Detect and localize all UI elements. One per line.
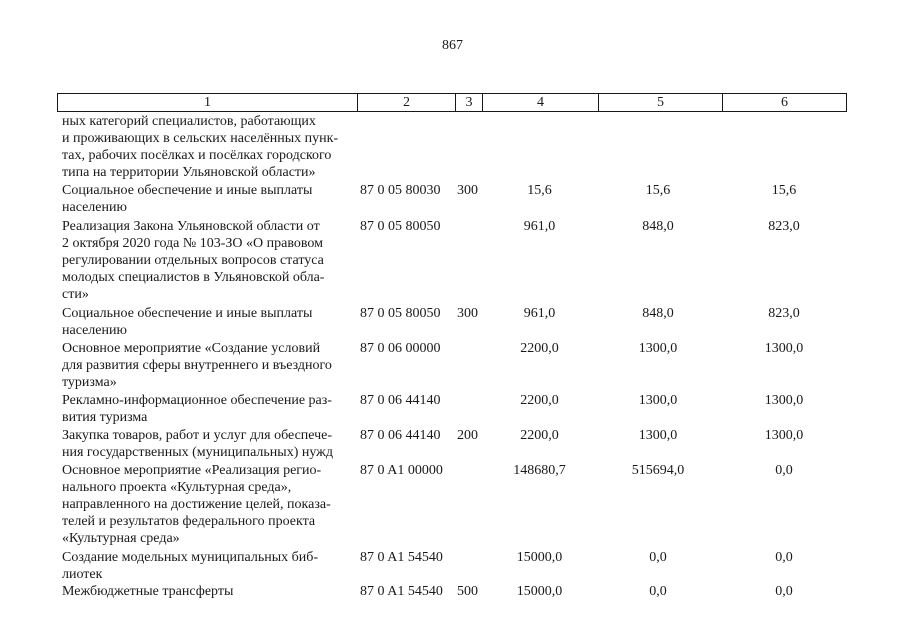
row-expense-type: 200: [457, 428, 478, 443]
header-col-2: 2: [358, 94, 456, 112]
row-name-line: молодых специалистов в Ульяновской обла-: [62, 270, 325, 285]
row-value-2021: 2200,0: [520, 393, 559, 408]
header-col-1: 1: [58, 94, 358, 112]
header-col-3: 3: [456, 94, 483, 112]
row-value-2023: 15,6: [771, 183, 797, 198]
row-value-2023: 823,0: [768, 306, 800, 321]
row-name-line: и проживающих в сельских населённых пунк-: [62, 131, 339, 146]
row-name-line: Социальное обеспечение и иные выплаты: [62, 183, 313, 198]
row-value-2023: 0,0: [775, 463, 793, 478]
row-value-2022: 1300,0: [638, 341, 678, 356]
row-value-2022: 848,0: [642, 219, 674, 234]
row-value-2021: 2200,0: [520, 341, 559, 356]
row-code: 87 0 05 80030: [360, 183, 441, 198]
row-name-line: «Культурная среда»: [62, 531, 180, 546]
row-value-2021: 15000,0: [516, 550, 563, 565]
row-value-2022: 1300,0: [638, 428, 678, 443]
row-name: [62, 462, 351, 547]
row-name-line: тах, рабочих посёлках и посёлках городского: [62, 148, 332, 163]
row-code: 87 0 05 80050: [360, 219, 441, 234]
row-name: [62, 305, 351, 339]
row-name-line: направленного на достижение целей, показа-: [62, 497, 331, 512]
row-expense-type: 300: [457, 306, 478, 321]
row-expense-type: 300: [457, 183, 478, 198]
row-name: [62, 427, 351, 461]
page-number: 867: [442, 38, 463, 53]
row-code: 87 0 06 44140: [360, 428, 441, 443]
row-name-line: населению: [62, 200, 127, 215]
row-value-2023: 1300,0: [764, 393, 804, 408]
row-name-line: Реализация Закона Ульяновской области от: [62, 219, 320, 234]
row-code: 87 0 A1 00000: [360, 463, 443, 478]
row-value-2023: 1300,0: [764, 341, 804, 356]
row-value-2023: 823,0: [768, 219, 800, 234]
row-name-line: нального проекта «Культурная среда»,: [62, 480, 292, 495]
row-name-line: Рекламно-информационное обеспечение раз-: [62, 393, 332, 408]
row-code: 87 0 A1 54540: [360, 550, 443, 565]
row-value-2021: 15,6: [527, 183, 552, 198]
row-name: [62, 583, 351, 600]
row-name-line: регулировании отдельных вопросов статуса: [62, 253, 324, 268]
row-name-line: Основное мероприятие «Создание условий: [62, 341, 321, 356]
row-value-2022: 15,6: [645, 183, 671, 198]
row-value-2021: 961,0: [523, 306, 556, 321]
row-expense-type: 500: [457, 584, 478, 599]
row-name: [62, 218, 351, 303]
row-name: [62, 549, 351, 583]
row-name-line: типа на территории Ульяновской области»: [62, 165, 316, 180]
row-name-line: для развития сферы внутреннего и въездного: [62, 358, 332, 373]
row-name-line: лиотек: [62, 567, 103, 582]
header-col-4: 4: [483, 94, 599, 112]
row-name-line: ния государственных (муниципальных) нужд: [62, 445, 333, 460]
row-value-2023: 1300,0: [764, 428, 804, 443]
row-name-line: ных категорий специалистов, работающих: [62, 114, 316, 129]
row-value-2021: 148680,7: [513, 463, 566, 478]
row-code: 87 0 06 00000: [360, 341, 441, 356]
row-name-line: телей и результатов федерального проекта: [62, 514, 316, 529]
row-value-2021: 2200,0: [520, 428, 559, 443]
header-col-5: 5: [599, 94, 723, 112]
row-name: [62, 182, 351, 216]
row-name-line: Основное мероприятие «Реализация регио-: [62, 463, 322, 478]
header-col-6: 6: [723, 94, 847, 112]
row-name-line: туризма»: [62, 375, 117, 390]
row-code: 87 0 06 44140: [360, 393, 441, 408]
row-name: [62, 392, 351, 426]
row-value-2021: 961,0: [523, 219, 556, 234]
row-code: 87 0 A1 54540: [360, 584, 443, 599]
row-name-line: Создание модельных муниципальных биб-: [62, 550, 319, 565]
row-value-2022: 0,0: [649, 584, 667, 599]
row-value-2022: 1300,0: [638, 393, 678, 408]
row-value-2022: 848,0: [642, 306, 674, 321]
row-value-2023: 0,0: [775, 584, 793, 599]
row-name-line: вития туризма: [62, 410, 148, 425]
row-code: 87 0 05 80050: [360, 306, 441, 321]
row-value-2022: 515694,0: [631, 463, 685, 478]
row-name-line: Закупка товаров, работ и услуг для обеспече-: [62, 428, 333, 443]
row-name-line: населению: [62, 323, 127, 338]
row-name-line: Межбюджетные трансферты: [62, 584, 234, 599]
row-name-line: Социальное обеспечение и иные выплаты: [62, 306, 313, 321]
row-name-line: сти»: [62, 287, 89, 302]
row-value-2022: 0,0: [649, 550, 667, 565]
row-value-2021: 15000,0: [516, 584, 563, 599]
row-name-line: 2 октября 2020 года № 103-ЗО «О правовом: [62, 236, 323, 251]
row-value-2023: 0,0: [775, 550, 793, 565]
row-name: [62, 113, 351, 181]
row-name: [62, 340, 351, 391]
